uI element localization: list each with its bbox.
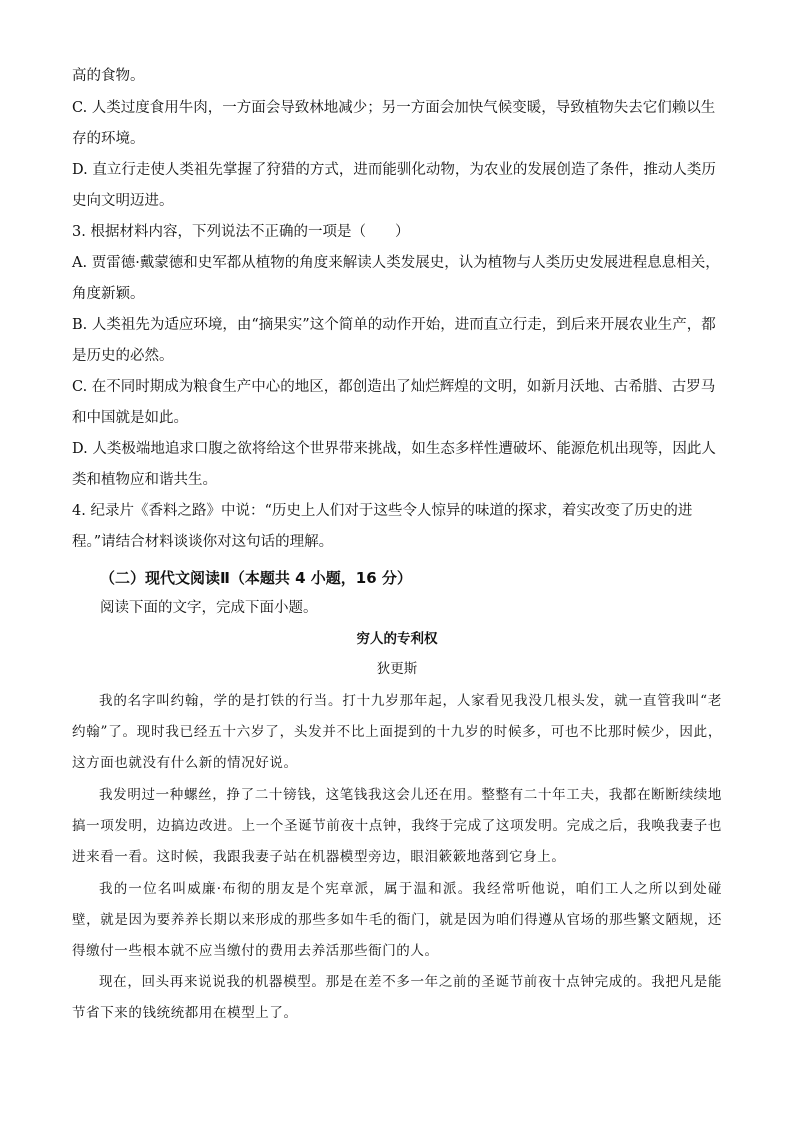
q3-option-a: A. 贾雷德·戴蒙德和史军都从植物的角度来解读人类发展史，认为植物与人类历史发展进程息息相关，角度新颖。 — [72, 255, 720, 302]
story-paragraph-4: 现在，回头再来说说我的机器模型。那是在差不多一年之前的圣诞节前夜十点钟完成的。我把凡是能节省下来的钱统统都用在模型上了。 — [72, 974, 722, 1021]
q3-option-d: D. 人类极端地追求口腹之欲将给这个世界带来挑战，如生态多样性遭破坏、能源危机出现等，因此人类和植物应和谐共生。 — [72, 441, 716, 488]
q3-option-c: C. 在不同时期成为粮食生产中心的地区，都创造出了灿烂辉煌的文明，如新月沃地、古希腊、古罗马和中国就是如此。 — [72, 379, 716, 426]
story-author: 狄更斯 — [376, 661, 418, 677]
section-instruction: 阅读下面的文字，完成下面小题。 — [100, 600, 318, 616]
story-title: 穷人的专利权 — [356, 631, 438, 647]
q2-previous-tail: 高的食物。 — [72, 68, 145, 84]
q2-option-c: C. 人类过度食用牛肉，一方面会导致林地减少；另一方面会加快气候变暖，导致植物失去它们赖以生存的环境。 — [72, 100, 716, 147]
story-paragraph-1: 我的名字叫约翰，学的是打铁的行当。打十九岁那年起，人家看见我没几根头发，就一直管我叫“老约翰”了。现时我已经五十六岁了，头发并不比上面提到的十九岁的时候多，可也不比那时候少，因此，这方面也就没有什么新的情况好说。 — [72, 693, 722, 771]
q3-stem: 3. 根据材料内容，下列说法不正确的一项是（ ） — [72, 224, 410, 240]
q3-option-b: B. 人类祖先为适应环境，由“摘果实”这个简单的动作开始，进而直立行走，到后来开展农业生产，都是历史的必然。 — [72, 317, 716, 364]
q4-stem: 4. 纪录片《香料之路》中说：“历史上人们对于这些令人惊异的味道的探求，着实改变了历史的进程。”请结合材料谈谈你对这句话的理解。 — [72, 503, 693, 550]
story-paragraph-2: 我发明过一种螺丝，挣了二十镑钱，这笔钱我这会儿还在用。整整有二十年工夫，我都在断断续续地搞一项发明，边搞边改进。上一个圣诞节前夜十点钟，我终于完成了这项发明。完成之后，我唤我妻子也进来看一看。这时候，我跟我妻子站在机器模型旁边，眼泪簌簌地落到它身上。 — [72, 787, 722, 865]
section-heading: （二）现代文阅读Ⅱ（本题共 4 小题，16 分） — [100, 569, 412, 587]
story-paragraph-3: 我的一位名叫威廉·布彻的朋友是个宪章派，属于温和派。我经常听他说，咱们工人之所以到处碰壁，就是因为要养养长期以来形成的那些多如牛毛的衙门，就是因为咱们得遵从官场的那些繁文陋规，还得缴付一些根本就不应当缴付的费用去养活那些衙门的人。 — [72, 881, 722, 959]
q2-option-d: D. 直立行走使人类祖先掌握了狩猎的方式，进而能驯化动物，为农业的发展创造了条件，推动人类历史向文明迈进。 — [72, 162, 716, 209]
